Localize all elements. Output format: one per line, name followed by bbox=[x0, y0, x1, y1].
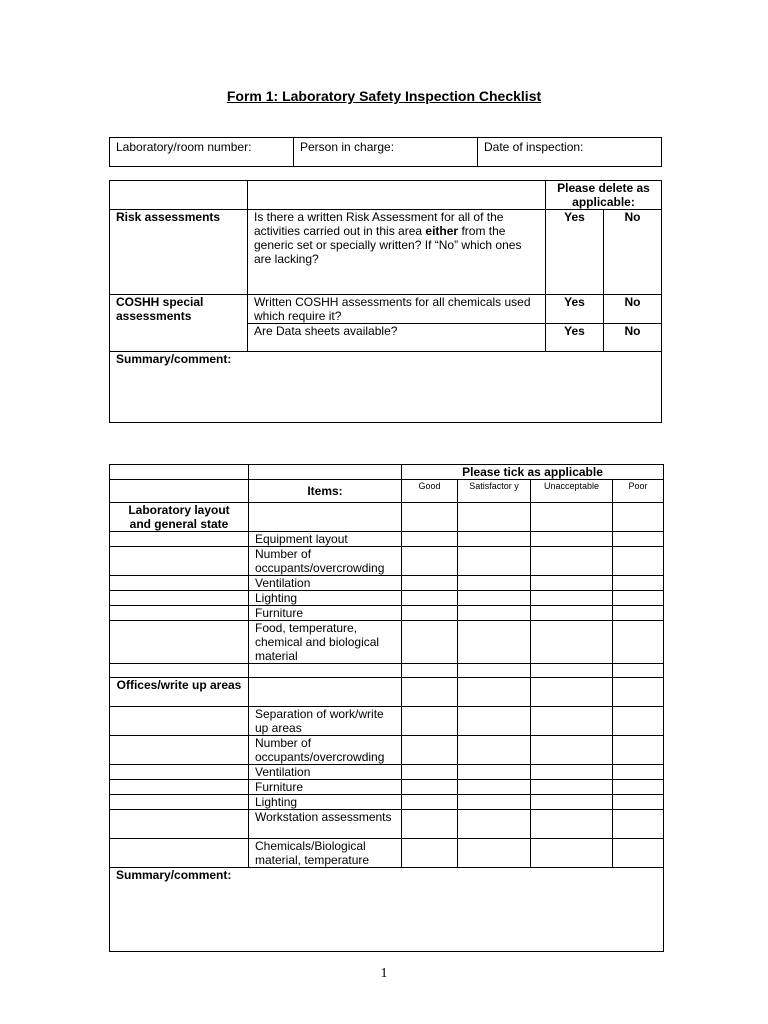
inspection-summary-comment[interactable]: Summary/comment: bbox=[110, 868, 664, 952]
tick-cell[interactable] bbox=[402, 606, 458, 621]
rating-poor-header: Poor bbox=[613, 480, 664, 503]
risk-summary-comment[interactable]: Summary/comment: bbox=[110, 352, 662, 423]
tick-cell[interactable] bbox=[531, 736, 613, 765]
tick-cell[interactable] bbox=[458, 664, 531, 678]
tick-cell[interactable] bbox=[458, 839, 531, 868]
items-header-blank bbox=[110, 480, 249, 503]
tick-cell[interactable] bbox=[402, 591, 458, 606]
risk-no-option[interactable]: No bbox=[604, 210, 662, 295]
tick-cell[interactable] bbox=[531, 795, 613, 810]
tick-cell[interactable] bbox=[458, 736, 531, 765]
checklist-item: Lighting bbox=[249, 591, 402, 606]
delete-as-applicable-header: Please delete as applicable: bbox=[546, 181, 662, 210]
tick-cell[interactable] bbox=[531, 839, 613, 868]
tick-cell[interactable] bbox=[458, 707, 531, 736]
tick-cell[interactable] bbox=[458, 621, 531, 664]
tick-cell[interactable] bbox=[402, 810, 458, 839]
tick-cell[interactable] bbox=[613, 839, 664, 868]
tick-cell[interactable] bbox=[402, 707, 458, 736]
coshh-q2-no-option[interactable]: No bbox=[604, 324, 662, 352]
inspection-header-blank-2 bbox=[249, 465, 402, 480]
rating-good-header: Good bbox=[402, 480, 458, 503]
tick-cell[interactable] bbox=[531, 606, 613, 621]
tick-cell[interactable] bbox=[531, 678, 613, 707]
tick-cell[interactable] bbox=[402, 503, 458, 532]
tick-cell[interactable] bbox=[458, 765, 531, 780]
tick-cell[interactable] bbox=[402, 795, 458, 810]
tick-cell[interactable] bbox=[613, 810, 664, 839]
tick-cell[interactable] bbox=[613, 765, 664, 780]
tick-cell[interactable] bbox=[613, 547, 664, 576]
tick-cell[interactable] bbox=[531, 576, 613, 591]
tick-cell[interactable] bbox=[531, 621, 613, 664]
checklist-item: Food, temperature, chemical and biological material bbox=[249, 621, 402, 664]
tick-cell[interactable] bbox=[613, 621, 664, 664]
checklist-item: Lighting bbox=[249, 795, 402, 810]
tick-cell[interactable] bbox=[458, 503, 531, 532]
header-fields-table bbox=[109, 137, 662, 167]
form-title: Form 1: Laboratory Safety Inspection Checklist bbox=[226, 88, 542, 104]
section-laboratory-layout: Laboratory layout and general state bbox=[110, 503, 249, 532]
tick-cell[interactable] bbox=[531, 780, 613, 795]
tick-cell[interactable] bbox=[531, 532, 613, 547]
tick-cell[interactable] bbox=[531, 707, 613, 736]
checklist-item: Workstation assessments bbox=[249, 810, 402, 839]
tick-cell[interactable] bbox=[402, 576, 458, 591]
page-number: 1 bbox=[380, 966, 388, 981]
tick-cell[interactable] bbox=[402, 765, 458, 780]
tick-cell[interactable] bbox=[458, 532, 531, 547]
checklist-item: Chemicals/Biological material, temperature bbox=[249, 839, 402, 868]
tick-cell[interactable] bbox=[458, 810, 531, 839]
tick-cell[interactable] bbox=[402, 736, 458, 765]
tick-as-applicable-header: Please tick as applicable bbox=[402, 465, 664, 480]
rating-unacceptable-header: Unacceptable bbox=[531, 480, 613, 503]
section-offices-write-up: Offices/write up areas bbox=[110, 678, 249, 707]
tick-cell[interactable] bbox=[402, 839, 458, 868]
coshh-question-1: Written COSHH assessments for all chemicals used which require it? bbox=[248, 295, 546, 324]
date-of-inspection-field[interactable]: Date of inspection: bbox=[478, 138, 662, 167]
coshh-q1-yes-option[interactable]: Yes bbox=[546, 295, 604, 324]
lab-room-field[interactable]: Laboratory/room number: bbox=[110, 138, 294, 167]
tick-cell[interactable] bbox=[613, 664, 664, 678]
tick-cell[interactable] bbox=[458, 591, 531, 606]
tick-cell[interactable] bbox=[531, 503, 613, 532]
risk-header-blank bbox=[110, 181, 248, 210]
tick-cell[interactable] bbox=[531, 810, 613, 839]
tick-cell[interactable] bbox=[613, 532, 664, 547]
tick-cell[interactable] bbox=[458, 780, 531, 795]
risk-assessments-question: Is there a written Risk Assessment for all of the activities carried out in this area either from the generic set or specially written? If “No” which ones are lacking? bbox=[248, 210, 546, 295]
checklist-item: Ventilation bbox=[249, 576, 402, 591]
coshh-q1-no-option[interactable]: No bbox=[604, 295, 662, 324]
inspection-header-blank bbox=[110, 465, 249, 480]
checklist-item: Separation of work/write up areas bbox=[249, 707, 402, 736]
tick-cell[interactable] bbox=[402, 678, 458, 707]
tick-cell[interactable] bbox=[458, 606, 531, 621]
coshh-question-2: Are Data sheets available? bbox=[248, 324, 546, 352]
tick-cell[interactable] bbox=[402, 547, 458, 576]
tick-cell[interactable] bbox=[613, 707, 664, 736]
tick-cell[interactable] bbox=[613, 678, 664, 707]
inspection-checklist-table bbox=[109, 464, 664, 952]
checklist-item: Furniture bbox=[249, 780, 402, 795]
person-in-charge-field[interactable]: Person in charge: bbox=[294, 138, 478, 167]
checklist-item: Number of occupants/overcrowding bbox=[249, 547, 402, 576]
tick-cell[interactable] bbox=[458, 547, 531, 576]
rating-satisfactory-header: Satisfactor y bbox=[458, 480, 531, 503]
coshh-label: COSHH special assessments bbox=[110, 295, 248, 352]
tick-cell[interactable] bbox=[613, 780, 664, 795]
risk-header-blank-2 bbox=[248, 181, 546, 210]
tick-cell[interactable] bbox=[402, 780, 458, 795]
tick-cell[interactable] bbox=[613, 576, 664, 591]
checklist-item: Equipment layout bbox=[249, 532, 402, 547]
tick-cell[interactable] bbox=[613, 736, 664, 765]
items-header: Items: bbox=[249, 480, 402, 503]
tick-cell[interactable] bbox=[402, 664, 458, 678]
risk-assessments-label: Risk assessments bbox=[110, 210, 248, 295]
tick-cell[interactable] bbox=[613, 606, 664, 621]
risk-yes-option[interactable]: Yes bbox=[546, 210, 604, 295]
coshh-q2-yes-option[interactable]: Yes bbox=[546, 324, 604, 352]
tick-cell[interactable] bbox=[458, 576, 531, 591]
checklist-item: Number of occupants/overcrowding bbox=[249, 736, 402, 765]
tick-cell[interactable] bbox=[402, 621, 458, 664]
checklist-item: Furniture bbox=[249, 606, 402, 621]
tick-cell[interactable] bbox=[531, 591, 613, 606]
tick-cell[interactable] bbox=[402, 532, 458, 547]
tick-cell[interactable] bbox=[531, 664, 613, 678]
checklist-item: Ventilation bbox=[249, 765, 402, 780]
risk-assessment-table bbox=[109, 180, 662, 423]
tick-cell[interactable] bbox=[613, 503, 664, 532]
tick-cell[interactable] bbox=[613, 795, 664, 810]
tick-cell[interactable] bbox=[458, 795, 531, 810]
tick-cell[interactable] bbox=[531, 765, 613, 780]
tick-cell[interactable] bbox=[531, 547, 613, 576]
tick-cell[interactable] bbox=[613, 591, 664, 606]
tick-cell[interactable] bbox=[458, 678, 531, 707]
